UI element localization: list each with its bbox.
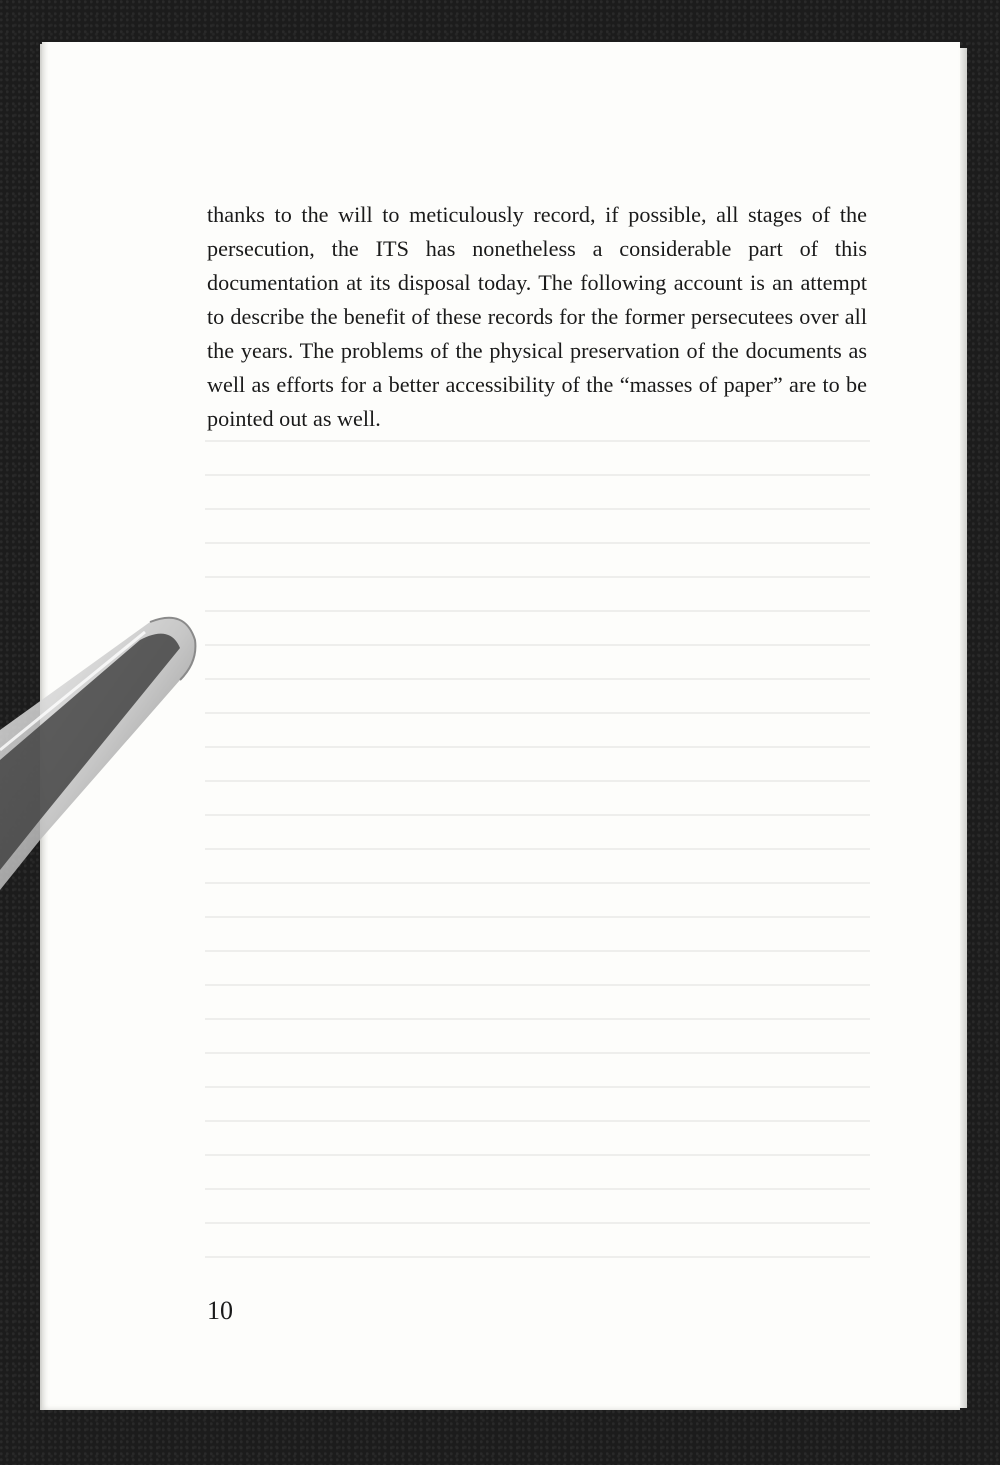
- page-number: 10: [207, 1296, 233, 1325]
- reverse-side-bleed-through: [205, 440, 870, 1260]
- body-paragraph: thanks to the will to meticulously record, if possible, all stages of the persecution, the ITS has nonetheless a considerable part of this documentation at its disposal today. The following account is an attempt to describe the benefit of these records for the former persecutees over all the years. The problems of the physical preservation of the documents as well as efforts for a better accessibility of the “masses of paper” are to be pointed out as well.: [207, 202, 867, 431]
- tweezers-icon: [0, 600, 230, 900]
